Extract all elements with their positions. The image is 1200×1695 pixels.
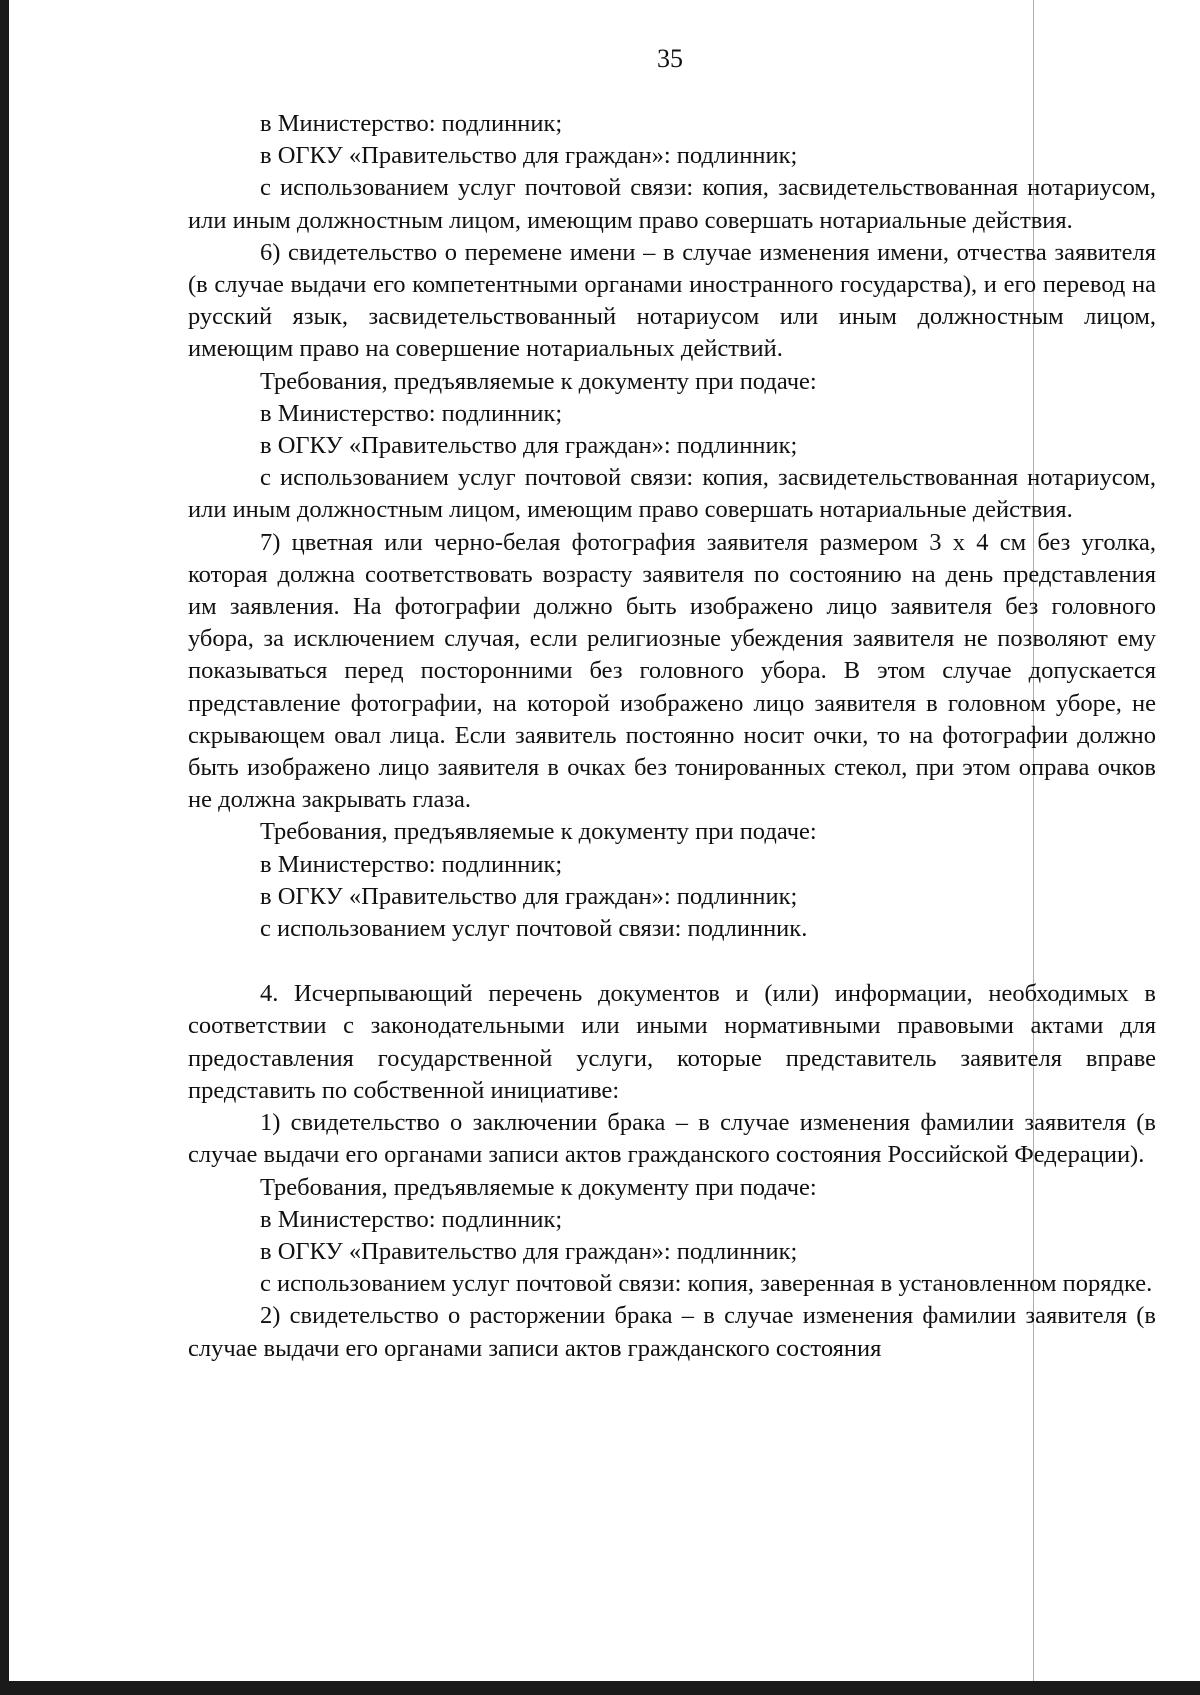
document-body [188, 108, 1156, 1365]
page-number: 35 [657, 44, 683, 73]
paragraph: 7) цветная или черно-белая фотография заявителя размером 3 x 4 см без уголка, которая должна соответствовать возрасту заявителя по состоянию на день представления им заявления. На фотографии должно быть изображено лицо заявителя без головного убора, за исключением случая, если религиозные убеждения заявителя не позволяют ему показываться перед посторонними без головного убора. В этом случае допускается представление фотографии, на которой изображено лицо заявителя в головном уборе, не скрывающем овал лица. Если заявитель постоянно носит очки, то на фотографии должно быть изображено лицо заявителя в очках без тонированных стекол, при этом оправа очков не должна закрывать глаза. [188, 528, 1156, 814]
paragraph: Требования, предъявляемые к документу при подаче: [260, 1173, 817, 1201]
paragraph: Требования, предъявляемые к документу при подаче: [260, 367, 817, 395]
paragraph: с использованием услуг почтовой связи: копия, заверенная в установленном порядке. [260, 1270, 1153, 1298]
paragraph: в Министерство: подлинник; [260, 1205, 563, 1233]
scan-left-border [0, 0, 9, 1695]
paragraph: с использованием услуг почтовой связи: копия, засвидетельствованная нотариусом, или иным должностным лицом, имеющим право совершать нотариальные действия. [188, 464, 1156, 524]
paragraph: 1) свидетельство о заключении брака – в случае изменения фамилии заявителя (в случае выдачи его органами записи актов гражданского состояния Российской Федерации). [188, 1109, 1156, 1169]
paragraph: в ОГКУ «Правительство для граждан»: подлинник; [260, 1237, 798, 1265]
paragraph: с использованием услуг почтовой связи: подлинник. [260, 915, 808, 943]
paragraph: Требования, предъявляемые к документу при подаче: [260, 818, 817, 846]
paragraph: в ОГКУ «Правительство для граждан»: подлинник; [260, 882, 798, 910]
paragraph: 6) свидетельство о перемене имени – в случае изменения имени, отчества заявителя (в случае выдачи его компетентными органами иностранного государства), и его перевод на русский язык, засвидетельствованный нотариусом или иным должностным лицом, имеющим право на совершение нотариальных действий. [188, 238, 1156, 363]
paragraph: с использованием услуг почтовой связи: копия, засвидетельствованная нотариусом, или иным должностным лицом, имеющим право совершать нотариальные действия. [188, 174, 1156, 234]
paragraph: в Министерство: подлинник; [260, 399, 563, 427]
paragraph: в Министерство: подлинник; [260, 850, 563, 878]
paragraph: в ОГКУ «Правительство для граждан»: подлинник; [260, 142, 798, 170]
paragraph: в Министерство: подлинник; [260, 110, 563, 137]
paragraph: 2) свидетельство о расторжении брака – в случае изменения фамилии заявителя (в случае выдачи его органами записи актов гражданского состояния [188, 1302, 1156, 1362]
paragraph: в ОГКУ «Правительство для граждан»: подлинник; [260, 432, 798, 460]
section-heading-paragraph: 4. Исчерпывающий перечень документов и (или) информации, необходимых в соответствии с законодательными или иными нормативными правовыми актами для предоставления государственной услуги, которые представитель заявителя вправе представить по собственной инициативе: [188, 980, 1156, 1104]
scan-bottom-border [0, 1681, 1200, 1695]
